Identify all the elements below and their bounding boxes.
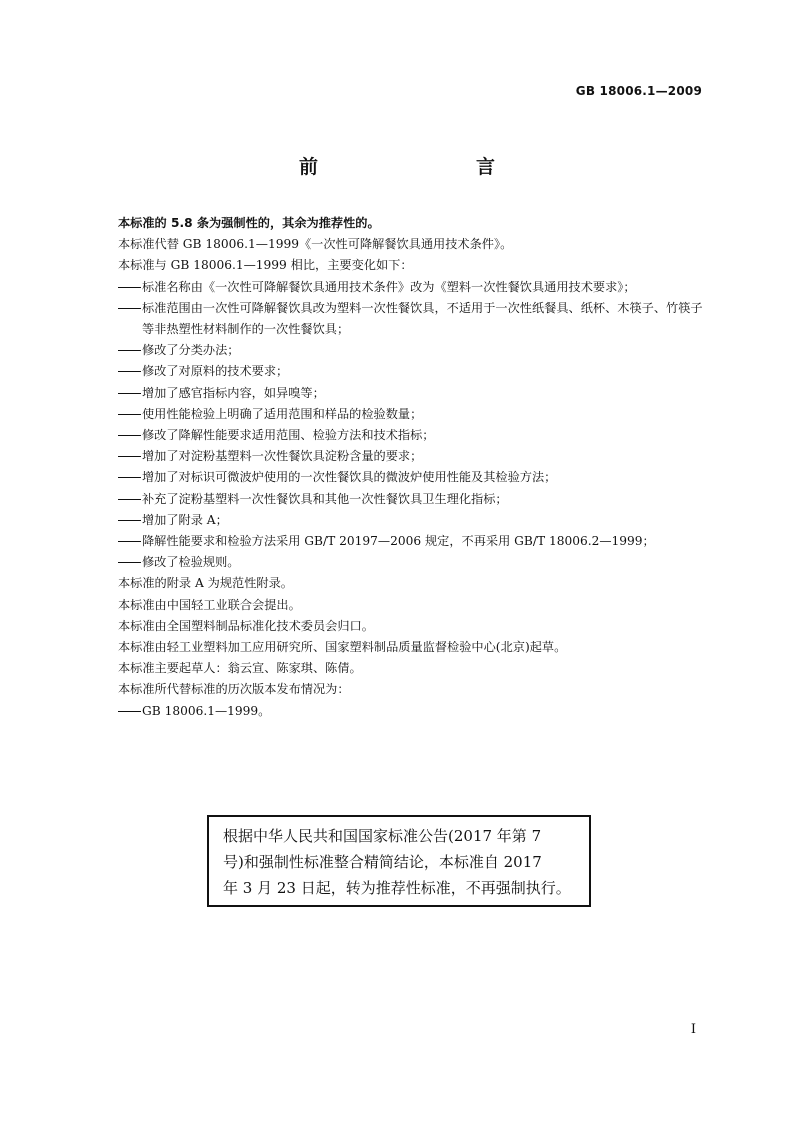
notice-line: 年 3 月 23 日起，转为推荐性标准，不再强制执行。 — [223, 879, 571, 897]
dash-bullet — [118, 467, 142, 488]
dash-bullet — [118, 489, 142, 510]
dash-bullet — [118, 277, 142, 298]
list-item: 增加了对淀粉基塑料一次性餐饮具淀粉含量的要求； — [118, 446, 708, 467]
list-item: GB 18006.1—1999。 — [118, 701, 708, 722]
dash-bullet — [118, 383, 142, 404]
dash-bullet — [118, 340, 142, 361]
list-item: 补充了淀粉基塑料一次性餐饮具和其他一次性餐饮具卫生理化指标； — [118, 489, 708, 510]
list-item: 修改了降解性能要求适用范围、检验方法和技术指标； — [118, 425, 708, 446]
history-intro: 本标准所代替标准的历次版本发布情况为： — [118, 682, 350, 697]
dash-bullet — [118, 298, 142, 319]
list-item: 标准范围由一次性可降解餐饮具改为塑料一次性餐饮具，不适用于一次性纸餐具、纸杯、木筷子、竹筷子等非热塑性材料制作的一次性餐饮具； — [118, 298, 708, 340]
list-item: 修改了对原料的技术要求； — [118, 361, 708, 382]
page-title: 前 言 — [298, 156, 535, 178]
changes-list — [118, 277, 708, 574]
annex-statement: 本标准的附录 A 为规范性附录。 — [118, 576, 293, 591]
replaces-statement: 本标准代替 GB 18006.1—1999《一次性可降解餐饮具通用技术条件》。 — [118, 237, 513, 252]
dash-bullet — [118, 701, 142, 722]
changes-intro: 本标准与 GB 18006.1—1999 相比，主要变化如下： — [118, 258, 413, 273]
list-item: 增加了感官指标内容，如异嗅等； — [118, 383, 708, 404]
notice-box — [207, 815, 591, 907]
list-item: 增加了对标识可微波炉使用的一次性餐饮具的微波炉使用性能及其检验方法； — [118, 467, 708, 488]
committee-statement: 本标准由全国塑料制品标准化技术委员会归口。 — [118, 618, 374, 633]
mandatory-clause-statement: 本标准的 5.8 条为强制性的，其余为推荐性的。 — [118, 216, 380, 230]
dash-bullet — [118, 552, 142, 573]
dash-bullet — [118, 425, 142, 446]
history-list — [118, 701, 708, 722]
dash-bullet — [118, 361, 142, 382]
list-item: 标准名称由《一次性可降解餐饮具通用技术条件》改为《塑料一次性餐饮具通用技术要求》； — [118, 277, 708, 298]
notice-line: 根据中华人民共和国国家标准公告(2017 年第 7 — [223, 827, 542, 845]
list-item: 增加了附录 A； — [118, 510, 708, 531]
dash-bullet — [118, 446, 142, 467]
notice-line: 号)和强制性标准整合精简结论，本标准自 2017 — [223, 853, 542, 871]
dash-bullet — [118, 531, 142, 552]
dash-bullet — [118, 510, 142, 531]
list-item: 修改了分类办法； — [118, 340, 708, 361]
dash-bullet — [118, 404, 142, 425]
foreword-body — [118, 213, 708, 722]
drafters-statement: 本标准主要起草人：翁云宣、陈家琪、陈倩。 — [118, 661, 362, 676]
drafter-org-statement: 本标准由轻工业塑料加工应用研究所、国家塑料制品质量监督检验中心(北京)起草。 — [118, 640, 567, 655]
list-item: 降解性能要求和检验方法采用 GB/T 20197—2006 规定，不再采用 GB/T 18006.2—1999； — [118, 531, 708, 552]
proposer-statement: 本标准由中国轻工业联合会提出。 — [118, 597, 301, 612]
list-item: 使用性能检验上明确了适用范围和样品的检验数量； — [118, 404, 708, 425]
page-number: I — [690, 1022, 696, 1037]
standard-code: GB 18006.1—2009 — [575, 84, 702, 98]
list-item: 修改了检验规则。 — [118, 552, 708, 573]
